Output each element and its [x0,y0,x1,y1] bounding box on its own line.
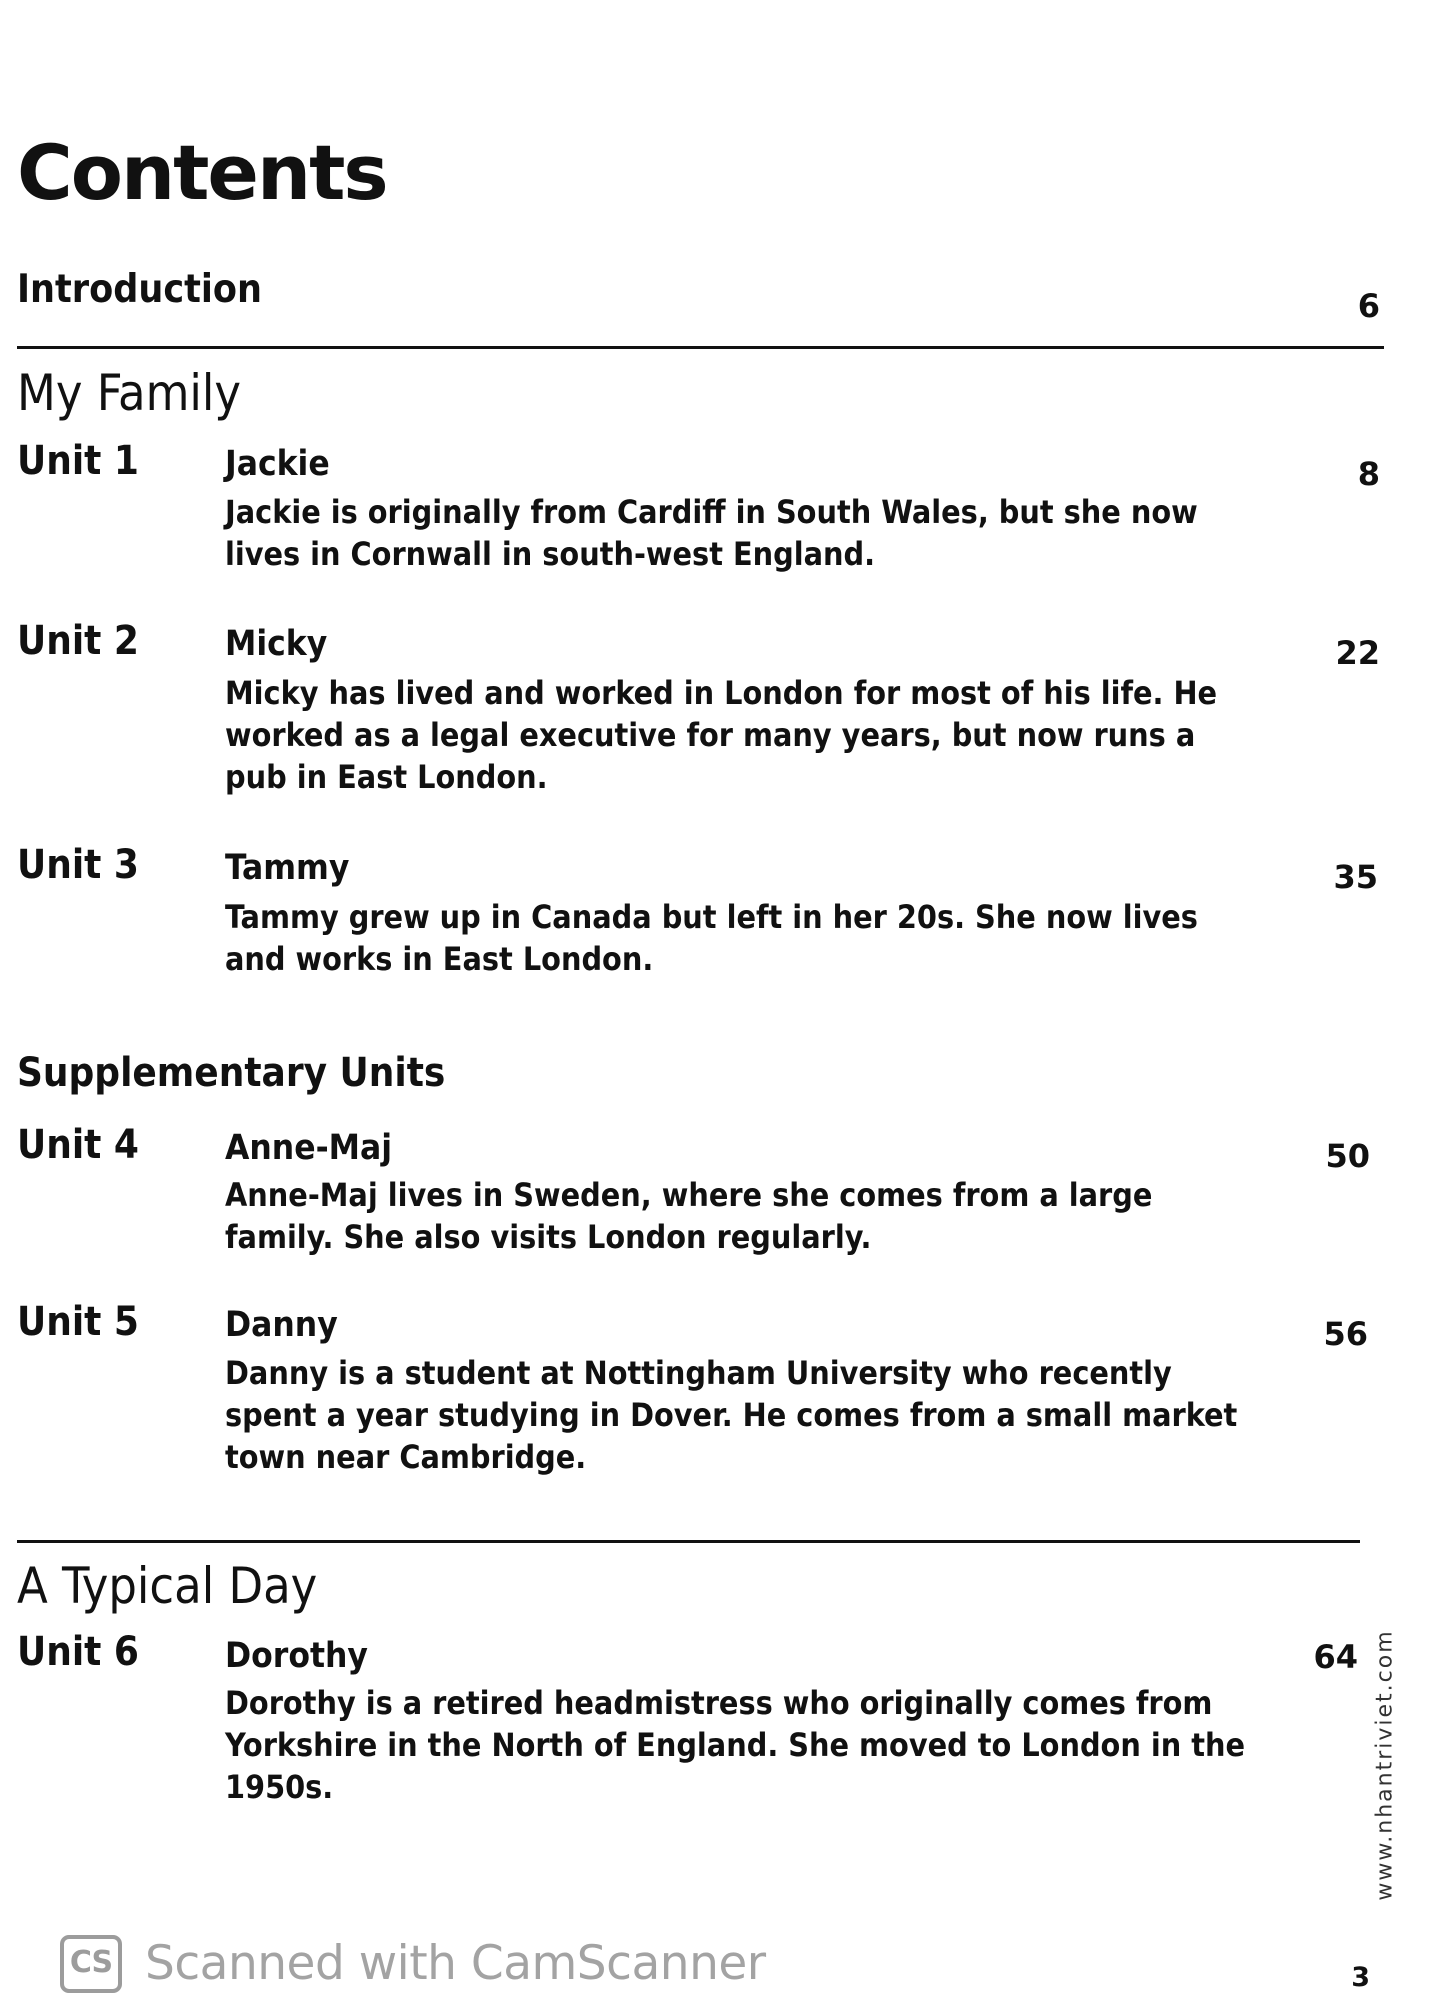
page-number: 3 [1351,1962,1370,1993]
toc-entry-introduction: Introduction [17,267,263,312]
unit-description: Anne-Maj lives in Sweden, where she comes from a large family. She also visits London regularly. [225,1176,1153,1256]
unit-page-number: 35 [1333,858,1378,896]
unit-title: Micky [225,624,328,664]
camscanner-logo-icon [60,1935,122,1993]
unit-page-number: 64 [1313,1638,1358,1676]
introduction-page-number: 6 [1357,287,1380,325]
unit-title: Dorothy [225,1636,368,1676]
unit-title: Anne-Maj [225,1128,393,1168]
unit-label: Unit 4 [17,1122,139,1168]
unit-label: Unit 6 [17,1629,139,1675]
section-divider [17,346,1384,349]
unit-description: Tammy grew up in Canada but left in her 20s. She now lives and works in East London. [225,898,1198,978]
unit-page-number: 8 [1357,455,1380,493]
unit-title: Danny [225,1305,338,1345]
unit-label: Unit 5 [17,1299,139,1345]
camscanner-watermark: Scanned with CamScanner [145,1936,766,1991]
unit-page-number: 22 [1335,634,1380,672]
website-watermark [1355,1600,1415,1930]
unit-title: Tammy [225,848,350,888]
unit-page-number: 50 [1325,1137,1370,1175]
unit-description: Danny is a student at Nottingham University who recently spent a year studying in Dover. He comes from a small market town near Cambridge. [225,1354,1238,1476]
unit-label: Unit 3 [17,842,139,888]
section-divider [17,1540,1360,1543]
unit-page-number: 56 [1323,1315,1368,1353]
unit-title: Jackie [225,444,330,484]
website-watermark-text: www.nhantriviet.com [1372,1629,1398,1901]
unit-description: Jackie is originally from Cardiff in South Wales, but she now lives in Cornwall in south-west England. [225,493,1198,573]
section-heading-a-typical-day: A Typical Day [17,1557,318,1615]
unit-description: Micky has lived and worked in London for most of his life. He worked as a legal executive for many years, but now runs a pub in East London. [225,674,1218,796]
unit-label: Unit 1 [17,438,139,484]
camscanner-logo-text: CS [69,1945,113,1980]
subsection-heading-supplementary-units: Supplementary Units [17,1050,446,1096]
unit-label: Unit 2 [17,618,139,664]
section-heading-my-family: My Family [17,364,241,422]
unit-description: Dorothy is a retired headmistress who originally comes from Yorkshire in the North of England. She moved to London in the 1950s. [225,1684,1246,1806]
page-title: Contents [17,128,387,217]
